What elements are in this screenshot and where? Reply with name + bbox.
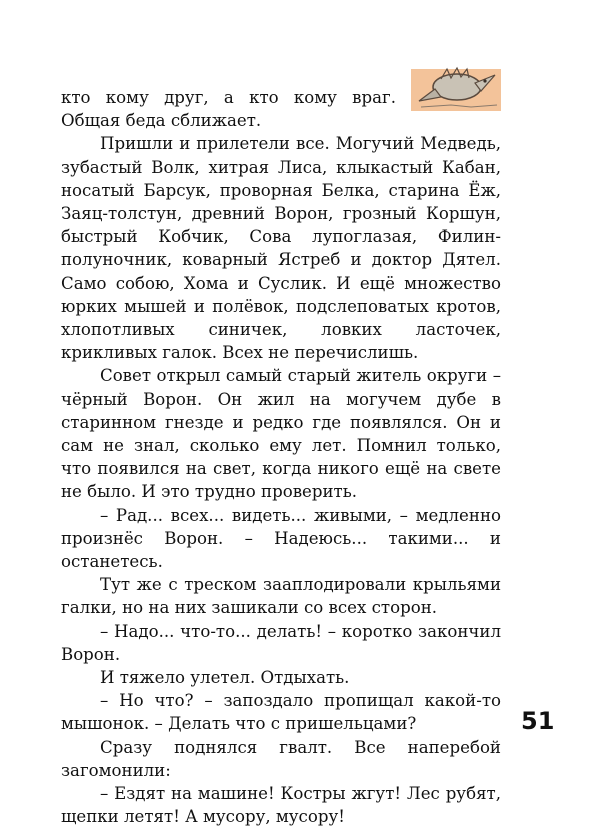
page-number: 51 — [521, 707, 555, 735]
text-body — [61, 86, 501, 829]
paragraph-2: Пришли и прилетели все. Могучий Медведь, зубастый Волк, хитрая Лиса, клыкастый Кабан, носатый Барсук, проворная Белка, старина Ёж, Заяц-толстун, древний Ворон, грозный Коршун, быстрый Кобчик, Сова лупоглазая, Филин-полуночник, коварный Ястреб и доктор Дятел. Само собою, Хома и Суслик. И ещё множество юрких мышей и полёвок, подслеповатых кротов, хлопотливых синичек, ловких ласточек, крикливых галок. Всех не перечислишь. — [61, 134, 501, 363]
paragraph-8: – Но что? – запоздало пропищал какой-то мышонок. – Делать что с пришельцами? — [61, 691, 501, 734]
paragraph-5: Тут же с треском зааплодировали крыльями галки, но на них зашикали со всех сторон. — [61, 575, 501, 618]
paragraph-4: – Рад... всех... видеть... живыми, – медленно произнёс Ворон. – Надеюсь... такими... и останетесь. — [61, 505, 501, 572]
paragraph-7: И тяжело улетел. Отдыхать. — [100, 668, 350, 688]
paragraph-6: – Надо... что-то... делать! – коротко закончил Ворон. — [61, 621, 501, 664]
paragraph-3: Совет открыл самый старый житель округи – чёрный Ворон. Он жил на могучем дубе в старинном гнезде и редко где появлялся. Он и сам не знал, сколько ему лет. Помнил только, что появился на свет, когда никого ещё на свете не было. И это трудно проверить. — [61, 366, 501, 502]
illustration-eye — [483, 79, 486, 82]
paragraph-10: – Ездят на машине! Костры жгут! Лес рубят, щепки летят! А мусору, мусору! — [61, 784, 501, 827]
paragraph-9: Сразу поднялся гвалт. Все наперебой загомонили: — [61, 737, 501, 780]
paragraph-1: кто кому друг, а кто кому враг. Общая беда сближает. — [61, 88, 396, 131]
